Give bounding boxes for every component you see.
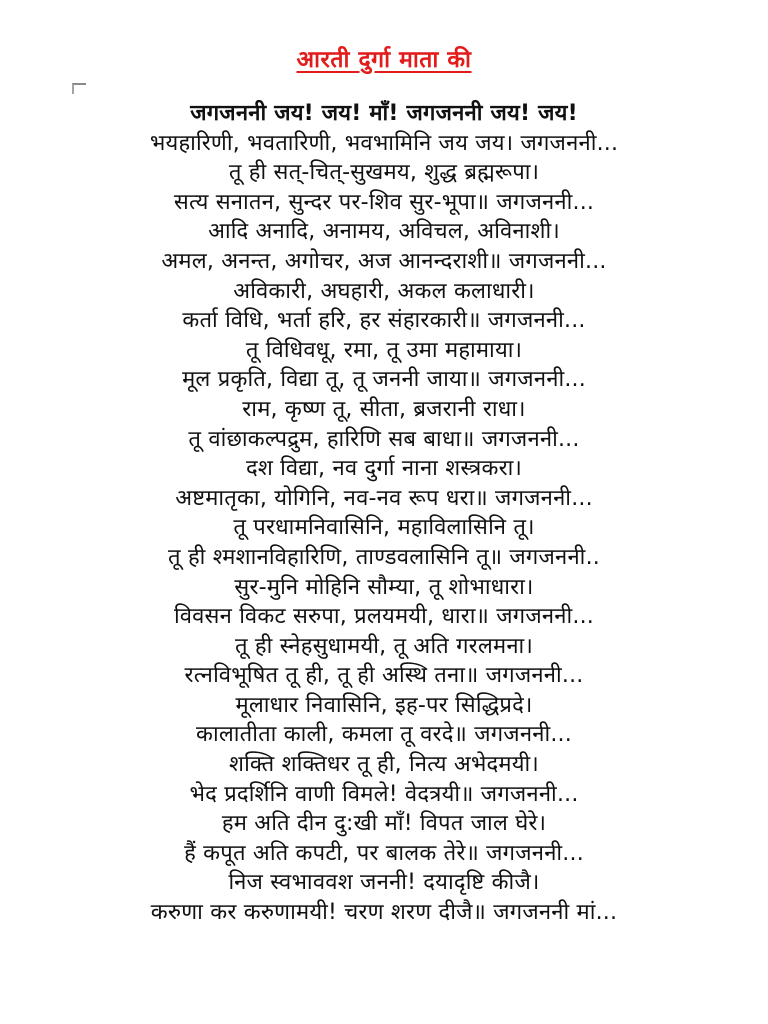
verse-line: अष्टमातृका, योगिनि, नव-नव रूप धरा॥ जगजननी... bbox=[175, 485, 593, 511]
verse-line: निज स्वभाववश जननी! दयादृष्टि कीजै। bbox=[228, 870, 540, 896]
verse-line: आदि अनादि, अनामय, अविचल, अविनाशी। bbox=[208, 219, 560, 245]
verse-line: सत्य सनातन, सुन्दर पर-शिव सुर-भूपा॥ जगजननी... bbox=[173, 189, 595, 215]
verse-line: तू विधिवधू, रमा, तू उमा महामाया। bbox=[245, 337, 523, 363]
verse-line: मूल प्रकृति, विद्या तू, तू जननी जाया॥ जगजननी... bbox=[182, 367, 586, 393]
verse-line: राम, कृष्ण तू, सीता, ब्रजरानी राधा। bbox=[242, 396, 526, 422]
verse-line: हैं कपूत अति कपटी, पर बालक तेरे॥ जगजननी... bbox=[184, 840, 584, 866]
verse-line: हम अति दीन दु:खी माँ! विपत जाल घेरे। bbox=[221, 811, 547, 837]
corner-crop-mark bbox=[72, 83, 86, 94]
page-title: आरती दुर्गा माता की bbox=[296, 47, 472, 73]
verse-line: मूलाधार निवासिनि, इह-पर सिद्धिप्रदे। bbox=[235, 692, 533, 718]
verse-line: सुर-मुनि मोहिनि सौम्या, तू शोभाधारा। bbox=[234, 574, 534, 600]
verse-line: कर्ता विधि, भर्ता हरि, हर संहारकारी॥ जगजननी... bbox=[182, 308, 586, 334]
verse-line: जगजननी जय! जय! माँ! जगजननी जय! जय! bbox=[190, 101, 578, 126]
verse-line: तू वांछाकल्पद्रुम, हारिणि सब बाधा॥ जगजननी... bbox=[188, 426, 580, 452]
verse-line: कालातीता काली, कमला तू वरदे॥ जगजननी... bbox=[196, 722, 572, 748]
verse-line: तू ही सत्-चित्-सुखमय, शुद्ध ब्रह्मरूपा। bbox=[228, 160, 540, 186]
verse-line: विवसन विकट सरुपा, प्रलयमयी, धारा॥ जगजननी... bbox=[174, 604, 594, 630]
verse-line: रत्नविभूषित तू ही, तू ही अस्थि तना॥ जगजननी... bbox=[184, 663, 584, 689]
verse-line: शक्ति शक्तिधर तू ही, नित्य अभेदमयी। bbox=[229, 752, 539, 778]
verse-line: तू ही स्नेहसुधामयी, तू अति गरलमना। bbox=[235, 633, 533, 659]
verse-line: भयहारिणी, भवतारिणी, भवभामिनि जय जय। जगजननी... bbox=[149, 130, 619, 156]
verse-line: करुणा कर करुणामयी! चरण शरण दीजै॥ जगजननी मां... bbox=[150, 900, 618, 926]
verse-line: अविकारी, अघहारी, अकल कलाधारी। bbox=[233, 278, 535, 304]
verse-line: तू ही श्मशानविहारिणि, ताण्डवलासिनि तू॥ जगजननी.. bbox=[168, 544, 600, 570]
verse-line: अमल, अनन्त, अगोचर, अज आनन्दराशी॥ जगजननी... bbox=[161, 248, 607, 274]
verse-line: भेद प्रदर्शिनि वाणी विमले! वेदत्रयी॥ जगजननी... bbox=[189, 781, 579, 807]
verse-text bbox=[0, 99, 768, 928]
verse-line: दश विद्या, नव दुर्गा नाना शस्त्रकरा। bbox=[245, 456, 523, 482]
verse-line: तू परधामनिवासिनि, महाविलासिनि तू। bbox=[233, 515, 535, 541]
